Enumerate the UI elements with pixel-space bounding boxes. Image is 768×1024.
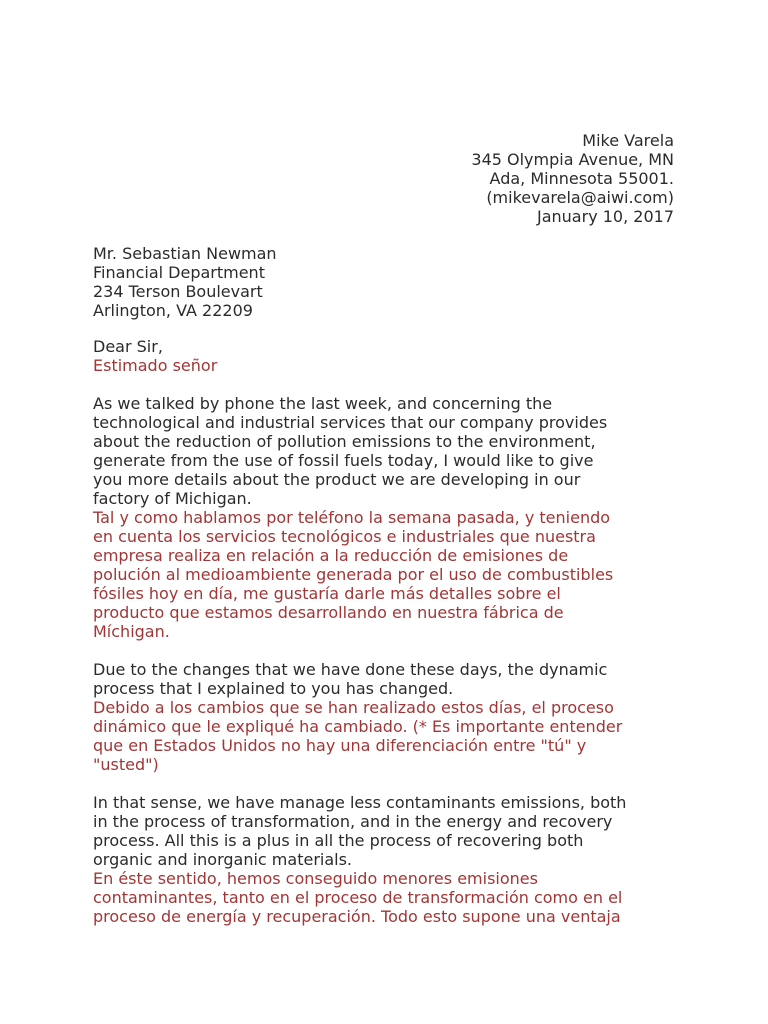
- recipient-block: [93, 244, 277, 320]
- paragraph-1-en-line: As we talked by phone the last week, and concerning the: [93, 394, 553, 413]
- paragraph-1-es-line: empresa realiza en relación a la reducción de emisiones de: [93, 546, 569, 565]
- spacer: [93, 641, 678, 660]
- paragraph-3-es-line: proceso de energía y recuperación. Todo esto supone una ventaja: [93, 907, 621, 926]
- paragraph-1-en-line: generate from the use of fossil fuels today, I would like to give: [93, 451, 594, 470]
- paragraph-1-en-line: you more details about the product we are developing in our: [93, 470, 581, 489]
- recipient-city: Arlington, VA 22209: [93, 301, 253, 320]
- paragraph-3-en-line: in the process of transformation, and in the energy and recovery: [93, 812, 613, 831]
- recipient-department: Financial Department: [93, 263, 265, 282]
- recipient-name: Mr. Sebastian Newman: [93, 244, 277, 263]
- sender-address-line-2: Ada, Minnesota 55001.: [489, 169, 674, 188]
- paragraph-2: [93, 660, 678, 774]
- sender-email: (mikevarela@aiwi.com): [486, 188, 674, 207]
- paragraph-1-es-line: Míchigan.: [93, 622, 170, 641]
- recipient-street: 234 Terson Boulevart: [93, 282, 263, 301]
- letter-body: [93, 337, 678, 926]
- letter-date: January 10, 2017: [537, 207, 674, 226]
- sender-block: [471, 131, 674, 226]
- paragraph-3-en-line: organic and inorganic materials.: [93, 850, 353, 869]
- paragraph-2-es-line: Debido a los cambios que se han realizado estos días, el proceso: [93, 698, 614, 717]
- paragraph-2-en-line: Due to the changes that we have done these days, the dynamic: [93, 660, 608, 679]
- paragraph-2-es-line: "usted"): [93, 755, 159, 774]
- paragraph-3-es-line: contaminantes, tanto en el proceso de transformación como en el: [93, 888, 623, 907]
- salutation-es: Estimado señor: [93, 356, 218, 375]
- paragraph-1-es-line: Tal y como hablamos por teléfono la semana pasada, y teniendo: [93, 508, 611, 527]
- paragraph-1-es-line: polución al medioambiente generada por el uso de combustibles: [93, 565, 614, 584]
- paragraph-2-en-line: process that I explained to you has changed.: [93, 679, 454, 698]
- sender-address-line-1: 345 Olympia Avenue, MN: [471, 150, 674, 169]
- paragraph-1-es-line: producto que estamos desarrollando en nuestra fábrica de: [93, 603, 564, 622]
- paragraph-2-es-line: que en Estados Unidos no hay una diferenciación entre "tú" y: [93, 736, 587, 755]
- paragraph-1-es-line: fósiles hoy en día, me gustaría darle más detalles sobre el: [93, 584, 561, 603]
- paragraph-1: [93, 394, 678, 641]
- paragraph-1-en-line: factory of Michigan.: [93, 489, 252, 508]
- paragraph-1-en-line: about the reduction of pollution emissions to the environment,: [93, 432, 596, 451]
- paragraph-2-es-line: dinámico que le expliqué ha cambiado. (* Es importante entender: [93, 717, 623, 736]
- sender-name: Mike Varela: [582, 131, 674, 150]
- spacer: [93, 774, 678, 793]
- paragraph-1-en-line: technological and industrial services that our company provides: [93, 413, 608, 432]
- spacer: [93, 375, 678, 394]
- paragraph-3-es-line: En éste sentido, hemos conseguido menores emisiones: [93, 869, 538, 888]
- paragraph-1-es-line: en cuenta los servicios tecnológicos e industriales que nuestra: [93, 527, 596, 546]
- paragraph-3-en-line: In that sense, we have manage less contaminants emissions, both: [93, 793, 627, 812]
- salutation-en: Dear Sir,: [93, 337, 163, 356]
- paragraph-3-en-line: process. All this is a plus in all the process of recovering both: [93, 831, 584, 850]
- paragraph-3: [93, 793, 678, 926]
